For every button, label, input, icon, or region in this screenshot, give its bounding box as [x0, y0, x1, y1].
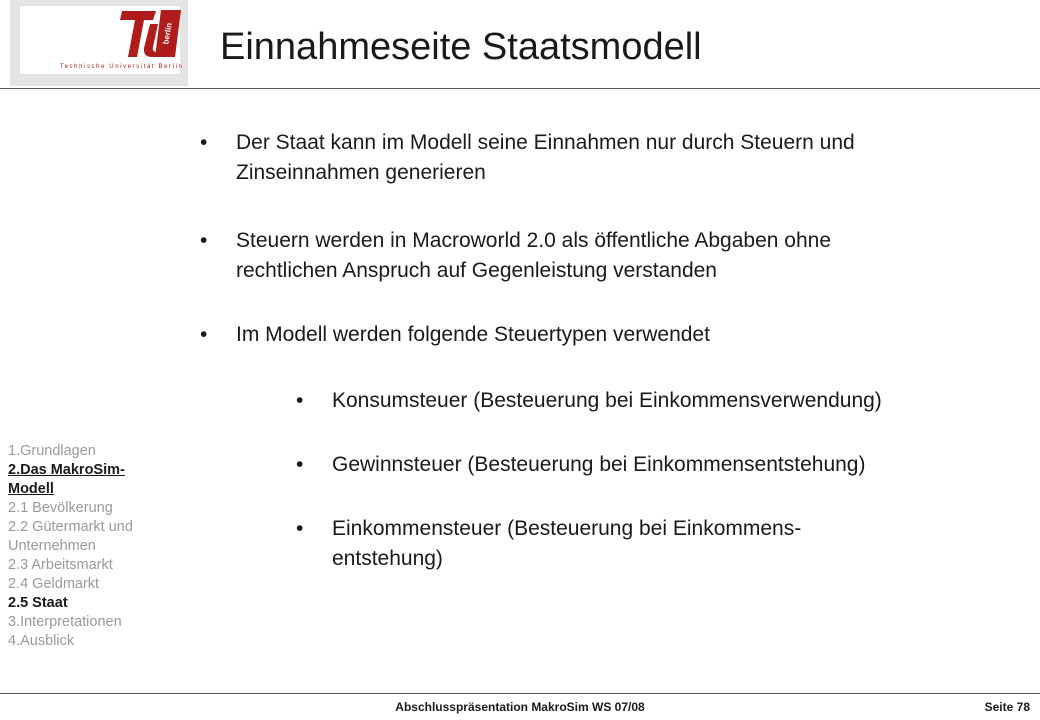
tu-berlin-logo — [20, 6, 184, 74]
nav-item-interpretationen[interactable]: 3.Interpretationen — [8, 614, 122, 630]
logo-text: Technische Universität Berlin — [60, 64, 184, 70]
logo-mark-text: berlin — [161, 22, 174, 46]
nav-item-grundlagen[interactable]: 1.Grundlagen — [8, 443, 96, 459]
sub-bullet-3-line1: Einkommensteuer (Besteuerung bei Einkommens- — [332, 517, 802, 540]
sidebar-nav — [8, 442, 178, 651]
logo-frame — [10, 0, 188, 86]
sub-bullet-2-text: Gewinnsteuer (Besteuerung bei Einkommensentstehung) — [332, 453, 866, 476]
sub-bullet-1-text: Konsumsteuer (Besteuerung bei Einkommensverwendung) — [332, 389, 882, 412]
bullet-dot: • — [296, 389, 304, 412]
tu-logo-icon — [120, 7, 182, 59]
sub-bullet-3-line2: entstehung) — [332, 547, 443, 570]
nav-item-arbeitsmarkt[interactable]: 2.3 Arbeitsmarkt — [8, 557, 113, 573]
bullet-1-line2: Zinseinnahmen generieren — [236, 161, 486, 184]
sub-bullet-3-text — [332, 514, 801, 574]
nav-item-ausblick[interactable]: 4.Ausblick — [8, 633, 75, 649]
nav-item-geldmarkt[interactable]: 2.4 Geldmarkt — [8, 576, 100, 592]
bullet-2-text — [236, 226, 831, 286]
bullet-dot: • — [200, 323, 208, 346]
footer-title: Abschlusspräsentation MakroSim WS 07/08 — [395, 700, 645, 714]
footer-divider — [0, 693, 1040, 694]
bullet-dot: • — [200, 131, 208, 154]
title-divider — [0, 88, 1040, 89]
nav-item-makrosim-modell-cont[interactable]: Modell — [8, 481, 54, 497]
bullet-dot: • — [296, 517, 304, 540]
page-number: Seite 78 — [984, 700, 1030, 714]
nav-item-staat[interactable]: 2.5 Staat — [8, 595, 68, 611]
bullet-1-text — [236, 128, 855, 188]
nav-item-bevoelkerung[interactable]: 2.1 Bevölkerung — [8, 500, 113, 516]
bullet-2-line1: Steuern werden in Macroworld 2.0 als öffentliche Abgaben ohne — [236, 229, 832, 252]
bullet-3-text: Im Modell werden folgende Steuertypen verwendet — [236, 323, 710, 346]
bullet-1-line1: Der Staat kann im Modell seine Einnahmen nur durch Steuern und — [236, 131, 855, 154]
bullet-dot: • — [200, 229, 208, 252]
page-title: Einnahmeseite Staatsmodell — [220, 26, 702, 68]
bullet-2-line2: rechtlichen Anspruch auf Gegenleistung verstanden — [236, 259, 717, 282]
nav-item-makrosim-modell[interactable]: 2.Das MakroSim- — [8, 462, 125, 478]
bullet-dot: • — [296, 453, 304, 476]
nav-item-guetermarkt[interactable]: 2.2 Gütermarkt und — [8, 519, 133, 535]
nav-item-guetermarkt-cont[interactable]: Unternehmen — [8, 538, 96, 554]
